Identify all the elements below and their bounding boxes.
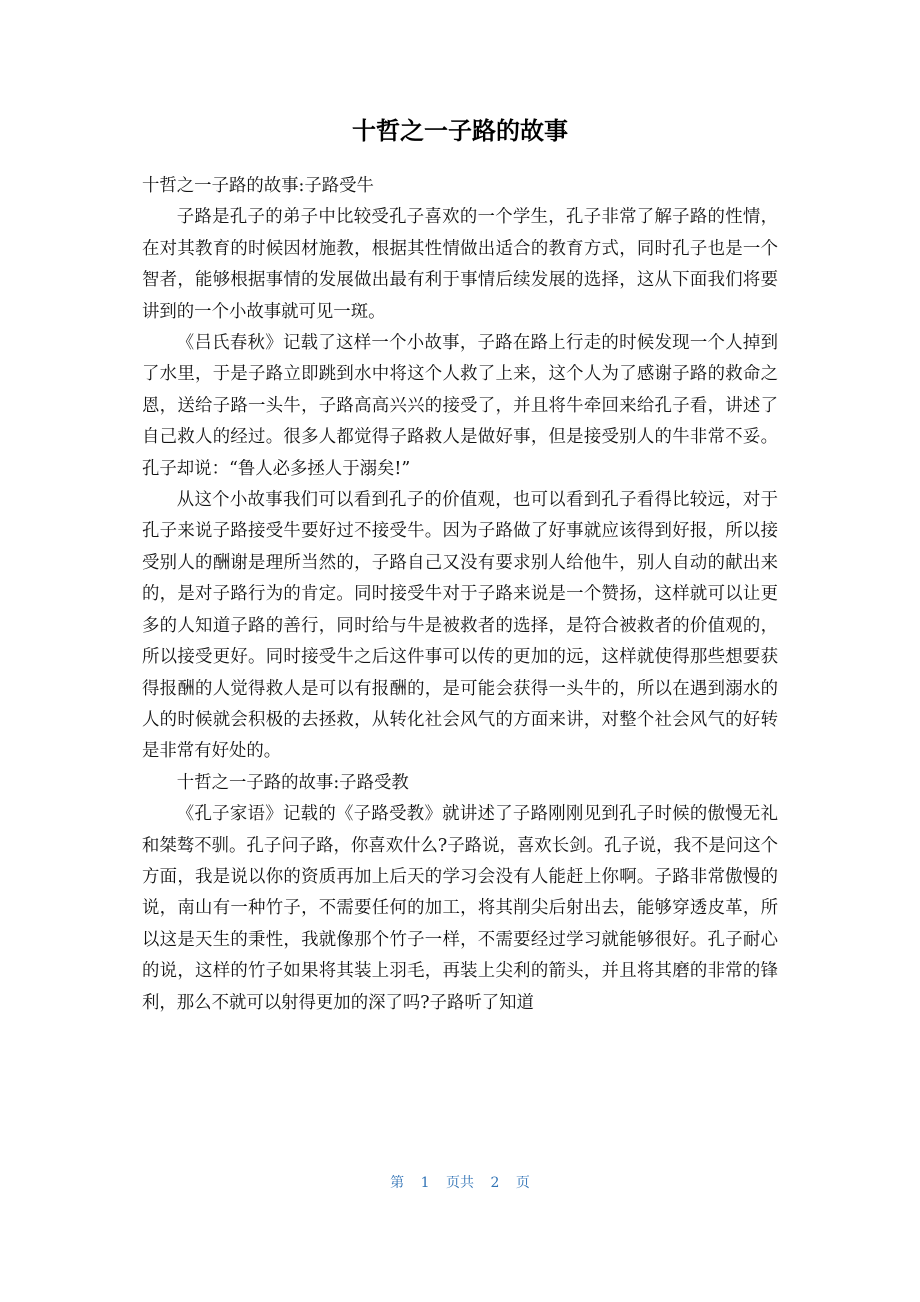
current-page-number: 1 [420, 1175, 430, 1191]
page-label-suffix: 页 [515, 1175, 530, 1191]
paragraph-3: 从这个小故事我们可以看到孔子的价值观，也可以看到孔子看得比较远，对于孔子来说子路接受牛要好过不接受牛。因为子路做了好事就应该得到好报，所以接受别人的酬谢是理所当然的，子路自己又没有要求别人给他牛，别人自动的献出来的，是对子路行为的肯定。同时接受牛对于子路来说是一个赞扬，这样就可以让更多的人知道子路的善行，同时给与牛是被救者的选择，是符合被救者的价值观的，所以接受更好。同时接受牛之后这件事可以传的更加的远，这样就使得那些想要获得报酬的人觉得救人是可以有报酬的，是可能会获得一头牛的，所以在遇到溺水的人的时候就会积极的去拯救，从转化社会风气的方面来讲，对整个社会风气的好转是非常有好处的。 [142, 490, 778, 762]
paragraph-1: 子路是孔子的弟子中比较受孔子喜欢的一个学生，孔子非常了解子路的性情，在对其教育的时候因材施教，根据其性情做出适合的教育方式，同时孔子也是一个智者，能够根据事情的发展做出最有利于事情后续发展的选择，这从下面我们将要讲到的一个小故事就可见一斑。 [142, 207, 778, 322]
section-heading-1: 十哲之一子路的故事:子路受牛 [142, 176, 374, 196]
section-heading-2: 十哲之一子路的故事:子路受教 [176, 772, 409, 793]
total-pages-number: 2 [490, 1175, 500, 1191]
page-label-mid: 页共 [446, 1175, 474, 1191]
paragraph-4: 《孔子家语》记载的《子路受教》就讲述了子路刚刚见到孔子时候的傲慢无礼和桀骜不驯。孔子问子路，你喜欢什么?子路说，喜欢长剑。孔子说，我不是问这个方面，我是说以你的资质再加上后天的学习会没有人能赶上你啊。子路非常傲慢的说，南山有一种竹子，不需要任何的加工，将其削尖后射出去，能够穿透皮革，所以这是天生的秉性，我就像那个竹子一样，不需要经过学习就能够很好。孔子耐心的说，这样的竹子如果将其装上羽毛，再装上尖利的箭头，并且将其磨的非常的锋利，那么不就可以射得更加的深了吗?子路听了知道 [142, 804, 778, 1013]
document-body [142, 171, 778, 1019]
document-title: 十哲之一子路的故事 [352, 117, 568, 145]
paragraph-2: 《吕氏春秋》记载了这样一个小故事，子路在路上行走的时候发现一个人掉到了水里，于是子路立即跳到水中将这个人救了上来，这个人为了感谢子路的救命之恩，送给子路一头牛，子路高高兴兴的接受了，并且将牛牵回来给孔子看，讲述了自己救人的经过。很多人都觉得子路救人是做好事，但是接受别人的牛非常不妥。孔子却说：“鲁人必多拯人于溺矣!” [142, 333, 778, 479]
page-label-prefix: 第 [390, 1175, 405, 1191]
page-footer [0, 1172, 920, 1194]
